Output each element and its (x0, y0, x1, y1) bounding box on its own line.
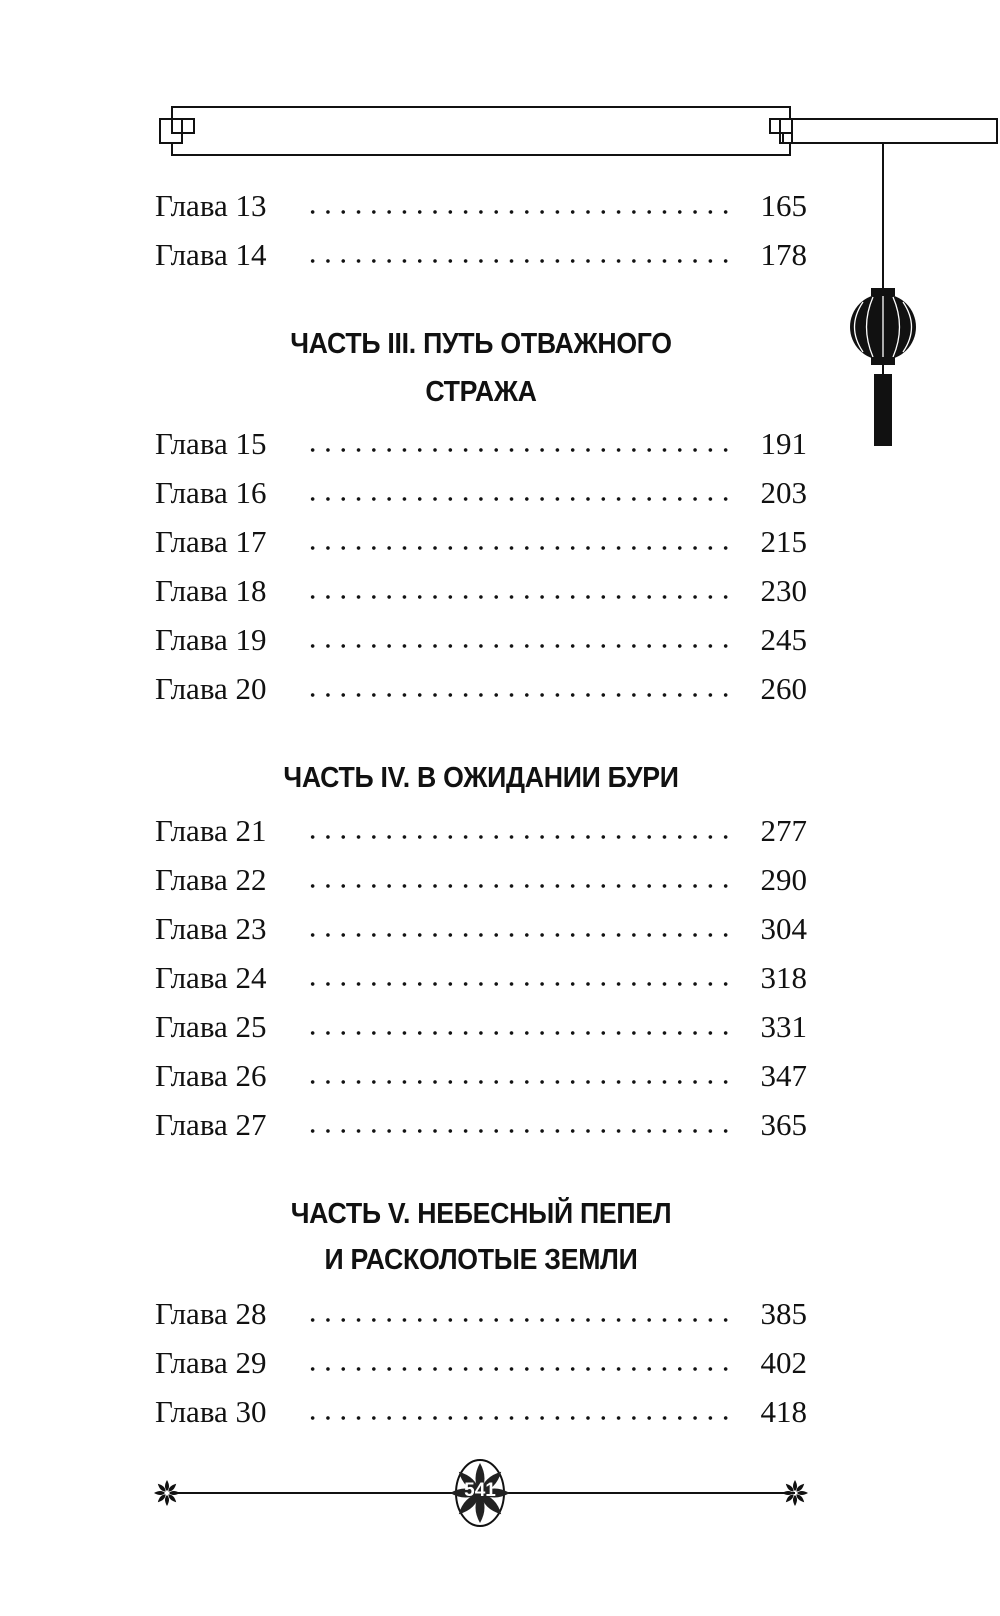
chapter-label: Глава 30 (155, 1394, 267, 1429)
part-heading: ЧАСТЬ V. НЕБЕСНЫЙ ПЕПЕЛ (290, 1198, 672, 1230)
page-ref: 245 (760, 622, 807, 657)
toc-entry (155, 1294, 807, 1334)
part-heading: СТРАЖА (425, 376, 537, 408)
page-ref: 385 (760, 1296, 807, 1331)
page-ref: 230 (760, 573, 807, 608)
toc-entry (155, 235, 807, 275)
chapter-label: Глава 13 (155, 188, 267, 223)
chapter-label: Глава 25 (155, 1009, 267, 1044)
chapter-label: Глава 28 (155, 1296, 267, 1331)
toc-entry (155, 1343, 807, 1383)
toc-entry (155, 1056, 807, 1096)
part-heading: ЧАСТЬ IV. В ОЖИДАНИИ БУРИ (283, 762, 679, 794)
chapter-label: Глава 27 (155, 1107, 267, 1142)
toc-entry (155, 522, 807, 562)
page-ref: 365 (760, 1107, 807, 1142)
page-ref: 290 (760, 862, 807, 897)
chapter-label: Глава 18 (155, 573, 267, 608)
page-ref: 347 (760, 1058, 807, 1093)
dot-leader (305, 495, 729, 503)
page-ref: 318 (760, 960, 807, 995)
toc-entry (155, 1392, 807, 1432)
dot-leader (305, 642, 729, 650)
toc-entry (155, 1007, 807, 1047)
page-number: 541 (464, 1480, 496, 1501)
dot-leader (305, 691, 729, 699)
dot-leader (305, 257, 729, 265)
toc-entry (155, 424, 807, 464)
toc-entry (155, 186, 807, 226)
chapter-label: Глава 17 (155, 524, 267, 559)
page-number-medallion (440, 1453, 520, 1533)
dot-leader (305, 931, 729, 939)
page-ref: 418 (760, 1394, 807, 1429)
toc-entry (155, 1105, 807, 1145)
toc-entry (155, 669, 807, 709)
part-heading: ЧАСТЬ III. ПУТЬ ОТВАЖНОГО (290, 328, 672, 360)
chapter-label: Глава 16 (155, 475, 267, 510)
chapter-label: Глава 15 (155, 426, 267, 461)
dot-leader (305, 208, 729, 216)
chapter-label: Глава 29 (155, 1345, 267, 1380)
dot-leader (305, 1078, 729, 1086)
dot-leader (305, 1029, 729, 1037)
part-heading: И РАСКОЛОТЫЕ ЗЕМЛИ (324, 1244, 638, 1276)
page-ref: 165 (760, 188, 807, 223)
page-ref: 203 (760, 475, 807, 510)
toc-entry (155, 909, 807, 949)
dot-leader (305, 882, 729, 890)
chapter-label: Глава 20 (155, 671, 267, 706)
toc-entry (155, 811, 807, 851)
chapter-label: Глава 14 (155, 237, 267, 272)
chapter-label: Глава 26 (155, 1058, 267, 1093)
chapter-label: Глава 23 (155, 911, 267, 946)
dot-leader (305, 1316, 729, 1324)
chapter-label: Глава 24 (155, 960, 267, 995)
dot-leader (305, 833, 729, 841)
page-ref: 277 (760, 813, 807, 848)
toc-entry (155, 620, 807, 660)
dot-leader (305, 980, 729, 988)
chapter-label: Глава 19 (155, 622, 267, 657)
toc-entry (155, 860, 807, 900)
dot-leader (305, 544, 729, 552)
toc-entry (155, 571, 807, 611)
chapter-label: Глава 22 (155, 862, 267, 897)
page-ref: 402 (760, 1345, 807, 1380)
dot-leader (305, 446, 729, 454)
page-ref: 331 (760, 1009, 807, 1044)
page-ref: 178 (760, 237, 807, 272)
lantern-icon (850, 143, 916, 446)
dot-leader (305, 1414, 729, 1422)
page-ref: 191 (760, 426, 807, 461)
chapter-label: Глава 21 (155, 813, 267, 848)
page-ref: 304 (760, 911, 807, 946)
toc-entry (155, 958, 807, 998)
toc-entry (155, 473, 807, 513)
dot-leader (305, 1365, 729, 1373)
dot-leader (305, 593, 729, 601)
page-ref: 215 (760, 524, 807, 559)
dot-leader (305, 1127, 729, 1135)
flower-icon (154, 1480, 180, 1506)
page-ref: 260 (760, 671, 807, 706)
